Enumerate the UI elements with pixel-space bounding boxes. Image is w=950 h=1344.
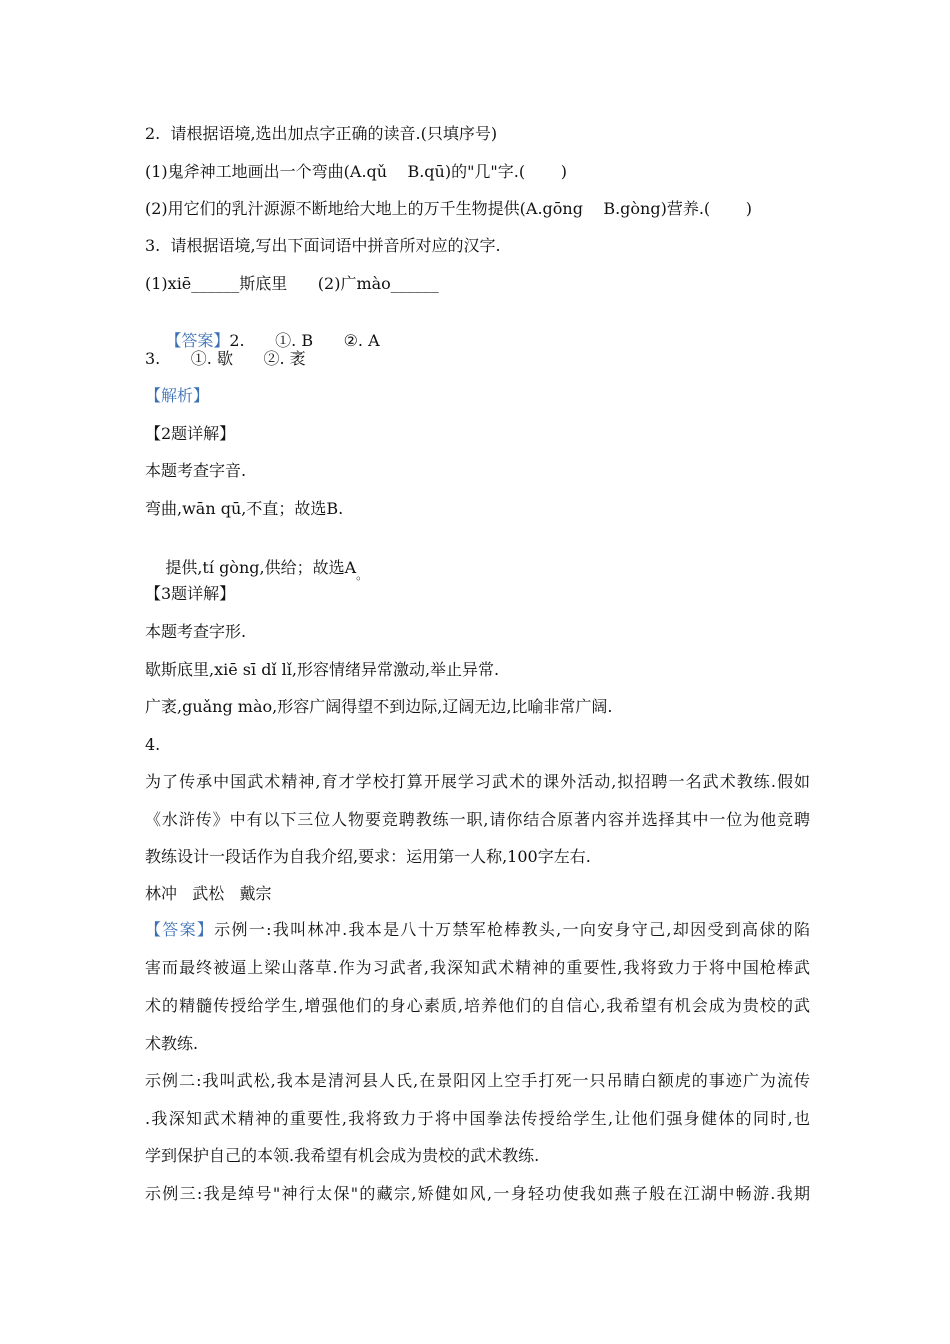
detail-2-line-2: 弯曲,wān qū,不直；故选B.	[145, 499, 344, 518]
analysis-tag: 【解析】	[145, 386, 210, 405]
answer2-tag: 【答案】	[145, 920, 215, 939]
detail-3-line-3: 广袤,guǎng mào,形容广阔得望不到边际,辽阔无边,比喻非常广阔.	[145, 697, 613, 716]
answer-q3: 3. ①. 歇 ②. 袤	[145, 349, 306, 368]
answer2-line-6: .我深知武术精神的重要性,我将致力于将中国拳法传授给学生,让他们强身健体的同时,也	[145, 1109, 810, 1128]
answer2-line-1-text: 示例一:我叫林冲.我本是八十万禁军枪棒教头,一向安身守己,却因受到高俅的陷	[214, 920, 810, 939]
q4-names: 林冲 武松 戴宗	[145, 884, 272, 903]
q2-item-2: (2)用它们的乳汁源源不断地给大地上的万千生物提供(A.gōng B.gòng)营养.( )	[145, 199, 752, 218]
detail-2-line-3-text: 提供,tí gòng,供给；故选A	[165, 558, 357, 577]
detail-2-line-3-mark: 。	[356, 568, 369, 582]
detail-2-heading: 【2题详解】	[145, 424, 236, 443]
detail-3-line-2: 歇斯底里,xiē sī dǐ lǐ,形容情绪异常激动,举止异常.	[145, 660, 500, 679]
detail-3-heading: 【3题详解】	[145, 584, 236, 603]
answer2-line-7: 学到保护自己的本领.我希望有机会成为贵校的武术教练.	[145, 1146, 540, 1165]
detail-2-line-1: 本题考查字音.	[145, 461, 247, 480]
answer2-line-5: 示例二:我叫武松,我本是清河县人氏,在景阳冈上空手打死一只吊睛白额虎的事迹广为流传	[145, 1071, 810, 1090]
answer2-line-8: 示例三:我是绰号"神行太保"的藏宗,矫健如风,一身轻功使我如燕子般在江湖中畅游.我期	[145, 1184, 810, 1203]
q3-prompt: 3. 请根据语境,写出下面词语中拼音所对应的汉字.	[145, 236, 501, 255]
q4-line-3: 教练设计一段话作为自我介绍,要求：运用第一人称,100字左右.	[145, 847, 591, 866]
q2-prompt: 2. 请根据语境,选出加点字正确的读音.(只填序号)	[145, 124, 498, 143]
answer-q2: 2. ①. B ②. A	[229, 331, 380, 350]
answer2-line-1	[145, 920, 810, 940]
answer-tag: 【答案】	[165, 331, 230, 350]
answer2-line-2: 害而最终被逼上梁山落草.作为习武者,我深知武术精神的重要性,我将致力于将中国枪棒武	[145, 958, 810, 977]
q4-line-1: 为了传承中国武术精神,育才学校打算开展学习武术的课外活动,拟招聘一名武术教练.假如	[145, 772, 810, 791]
answer2-line-3: 术的精髓传授给学生,增强他们的身心素质,培养他们的自信心,我希望有机会成为贵校的武	[145, 996, 810, 1015]
answer2-line-4: 术教练.	[145, 1034, 199, 1053]
q2-item-1: (1)鬼斧神工地画出一个弯曲(A.qǔ B.qū)的"几"字.( )	[145, 162, 567, 181]
q4-line-2: 《水浒传》中有以下三位人物要竞聘教练一职,请你结合原著内容并选择其中一位为他竞聘	[145, 810, 810, 829]
q3-items: (1)xiē______斯底里 (2)广mào______	[145, 274, 439, 293]
detail-3-line-1: 本题考查字形.	[145, 622, 247, 641]
q4-number: 4.	[145, 735, 161, 754]
